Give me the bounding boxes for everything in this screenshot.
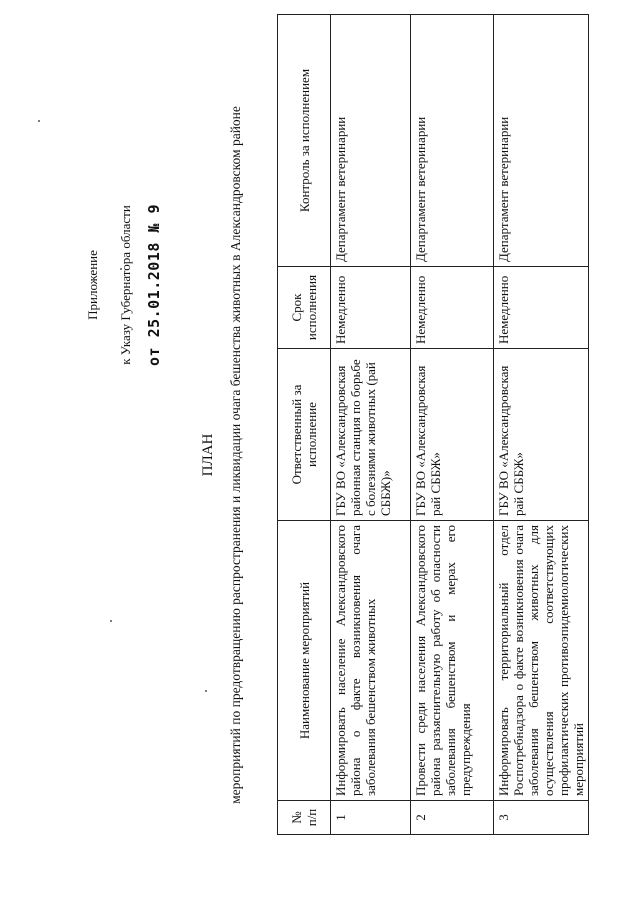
header-number: № п/п — [278, 801, 331, 835]
header-responsible: Ответственный за исполнение — [278, 349, 331, 521]
row-number: 2 — [411, 801, 494, 835]
row-activity: Провести среди населения Александровского района разъяснительную работу об опасности заболевания бешенством и мерах его предупреждения — [411, 521, 494, 801]
row-control: Департамент ветеринарии — [331, 15, 411, 267]
header-activity: Наименование мероприятий — [278, 521, 331, 801]
table-row — [411, 15, 494, 835]
row-control: Департамент ветеринарии — [411, 15, 494, 267]
row-responsible: ГБУ ВО «Александровская районная станция по борьбе с болезнями животных (рай СББЖ)» — [331, 349, 411, 521]
header-deadline: Срок исполнения — [278, 267, 331, 349]
table-row — [494, 15, 589, 835]
header-control: Контроль за исполнением — [278, 15, 331, 267]
row-number: 3 — [494, 801, 589, 835]
row-responsible: ГБУ ВО «Александровская рай СББЖ» — [494, 349, 589, 521]
row-control: Департамент ветеринарии — [494, 15, 589, 267]
decree-reference: к Указу Губернатора области — [118, 205, 133, 365]
row-responsible: ГБУ ВО «Александровская рай СББЖ» — [411, 349, 494, 521]
table-header-row — [278, 15, 331, 835]
decree-date-stamp: от 25.01.2018 № 9 — [145, 203, 163, 367]
document-subtitle: мероприятий по предотвращению распространения и ликвидации очага бешенства животных в Александровском районе — [228, 106, 243, 804]
row-activity: Информировать территориальный отдел Роспотребнадзора о факте возникновения очага заболевания бешенством животных для осуществления соответствующих профилактических противоэпидемиологических мероприятий — [494, 521, 589, 801]
row-deadline: Немедленно — [494, 267, 589, 349]
row-activity: Информировать население Александровского района о факте возникновения очага заболевания бешенством животных — [331, 521, 411, 801]
rotated-document-page — [35, 15, 595, 885]
row-number: 1 — [331, 801, 411, 835]
row-deadline: Немедленно — [331, 267, 411, 349]
row-deadline: Немедленно — [411, 267, 494, 349]
attachment-label: Приложение — [85, 250, 100, 320]
plan-table — [277, 14, 589, 835]
document-title: ПЛАН — [200, 433, 216, 477]
table-row — [331, 15, 411, 835]
